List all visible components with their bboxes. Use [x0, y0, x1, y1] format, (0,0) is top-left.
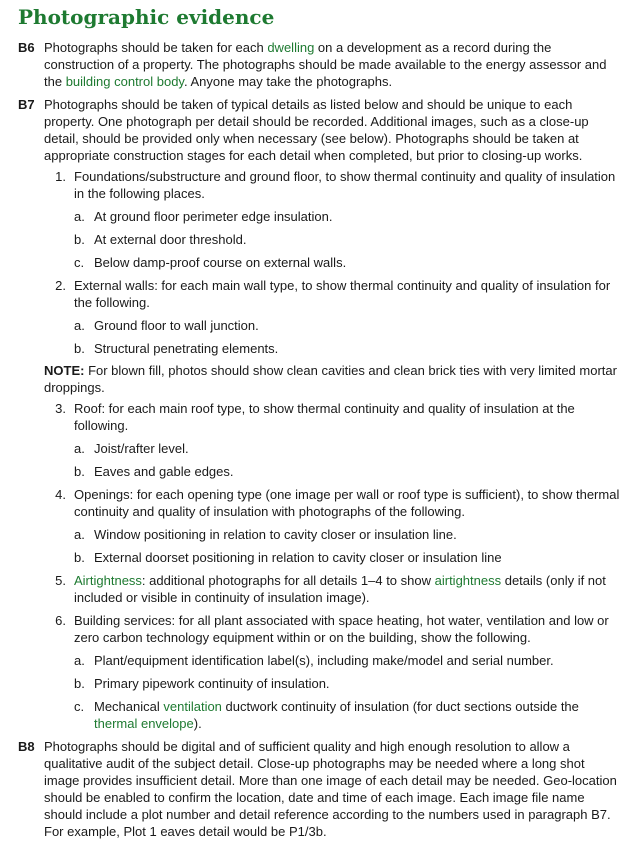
text-run: : additional photographs for all details 1–4 to show	[141, 573, 435, 588]
text-run: Photographs should be taken for each	[44, 40, 268, 55]
sub-item	[74, 317, 620, 334]
paragraph-b7	[18, 96, 620, 732]
list-item	[44, 277, 620, 357]
paragraph-b6	[18, 39, 620, 90]
paragraph-code: B6	[18, 40, 35, 55]
text-run: on a development as a record during the construction of a property. The photographs should be made available to the energy assessor and the	[44, 40, 607, 89]
sub-item-text: Plant/equipment identification label(s), including make/model and serial number.	[94, 653, 554, 668]
text-run: details (only if not included or visible in continuity of insulation image).	[74, 573, 606, 605]
item-number: 6.	[55, 613, 66, 628]
paragraph-code: B7	[18, 97, 35, 112]
sub-item-text: Primary pipework continuity of insulation.	[94, 676, 330, 691]
sub-item-letter: a.	[74, 318, 85, 333]
note-label: NOTE:	[44, 363, 85, 378]
sub-item-letter: a.	[74, 653, 85, 668]
sub-item	[74, 254, 620, 271]
sub-item	[74, 526, 620, 543]
item-text: External walls: for each main wall type, to show thermal continuity and quality of insulation for the following.	[74, 278, 611, 310]
item-number: 3.	[55, 401, 66, 416]
sub-item-text: Eaves and gable edges.	[94, 464, 234, 479]
sub-item-text: Below damp-proof course on external walls.	[94, 255, 347, 270]
paragraph-code: B8	[18, 739, 35, 754]
list-item	[44, 572, 620, 606]
sub-item-text: Joist/rafter level.	[94, 441, 189, 456]
glossary-link-thermal-envelope[interactable]: thermal envelope	[94, 716, 194, 731]
item-text: Openings: for each opening type (one image per wall or roof type is sufficient), to show thermal continuity and quality of insulation with photographs of the following.	[74, 487, 620, 519]
text-run: . Anyone may take the photographs.	[183, 74, 393, 89]
detail-list	[44, 168, 620, 357]
text-run: ductwork continuity of insulation (for duct sections outside the	[221, 699, 579, 714]
glossary-link-building-control-body[interactable]: building control body	[65, 74, 184, 89]
item-number: 1.	[55, 169, 66, 184]
paragraph-body	[44, 96, 620, 732]
note-text: For blown fill, photos should show clean cavities and clean brick ties with very limited mortar droppings.	[44, 363, 617, 395]
page-title: Photographic evidence	[18, 5, 275, 29]
sub-item-text: At external door threshold.	[94, 232, 247, 247]
item-text: Foundations/substructure and ground floor, to show thermal continuity and quality of insulation in the following places.	[74, 169, 616, 201]
glossary-link-ventilation[interactable]: ventilation	[163, 699, 222, 714]
sub-item-text: Window positioning in relation to cavity closer or insulation line.	[94, 527, 457, 542]
glossary-link-airtightness[interactable]: Airtightness	[74, 573, 142, 588]
sub-item-text	[94, 698, 620, 732]
sub-item-letter: a.	[74, 527, 85, 542]
sub-item-letter: c.	[74, 699, 85, 714]
list-item	[44, 168, 620, 271]
sub-item-letter: b.	[74, 232, 85, 247]
text-run: Mechanical	[94, 699, 164, 714]
list-item	[44, 400, 620, 480]
sub-item	[74, 463, 620, 480]
list-item	[44, 612, 620, 732]
sub-item-text: Structural penetrating elements.	[94, 341, 279, 356]
sub-item	[74, 231, 620, 248]
sub-item-letter: a.	[74, 441, 85, 456]
sub-item-letter: a.	[74, 209, 85, 224]
sub-item-letter: b.	[74, 341, 85, 356]
sub-item	[74, 675, 620, 692]
item-number: 5.	[55, 573, 66, 588]
sub-item-text: Ground floor to wall junction.	[94, 318, 259, 333]
glossary-link-dwelling[interactable]: dwelling	[267, 40, 315, 55]
paragraph-body	[44, 738, 620, 840]
item-number: 2.	[55, 278, 66, 293]
text-run: ).	[193, 716, 202, 731]
sub-item-letter: b.	[74, 676, 85, 691]
sub-item	[74, 698, 620, 732]
sub-item	[74, 340, 620, 357]
sub-item	[74, 440, 620, 457]
list-item	[44, 486, 620, 566]
sub-item	[74, 549, 620, 566]
item-text	[74, 572, 620, 606]
paragraph-body	[44, 39, 620, 90]
paragraph-text: Photographs should be digital and of sufficient quality and high enough resolution to allow a qualitative audit of the subject detail. Close-up photographs may be needed where a long shot image provides insufficient detail. More than one image of each detail may be needed. Geo-location should be enabled to confirm the location, date and time of each image. Each image file name should include a plot number and detail reference according to the numbers used in paragraph B7. For example, Plot 1 eaves detail would be P1/3b.	[44, 739, 617, 839]
sub-item-letter: b.	[74, 550, 85, 565]
item-text: Roof: for each main roof type, to show thermal continuity and quality of insulation at the following.	[74, 401, 575, 433]
paragraph-text	[44, 39, 620, 90]
item-number: 4.	[55, 487, 66, 502]
sub-item	[74, 652, 620, 669]
detail-list-continued	[44, 400, 620, 732]
glossary-link-airtightness[interactable]: airtightness	[434, 573, 502, 588]
paragraph-b8	[18, 738, 620, 840]
paragraph-text: Photographs should be taken of typical details as listed below and should be unique to each property. One photograph per detail should be recorded. Additional images, such as a close-up detail, should be provided only when necessary (see below). Photographs should be taken at appropriate construction stages for each detail when completed, but prior to closing-up works.	[44, 97, 589, 163]
note	[44, 362, 620, 396]
sub-item-letter: b.	[74, 464, 85, 479]
sub-item-text: External doorset positioning in relation to cavity closer or insulation line	[94, 550, 502, 565]
sub-item	[74, 208, 620, 225]
sub-item-text: At ground floor perimeter edge insulation.	[94, 209, 333, 224]
sub-item-letter: c.	[74, 255, 85, 270]
item-text: Building services: for all plant associated with space heating, hot water, ventilation and low or zero carbon technology equipment within or on the building, show the following.	[74, 613, 609, 645]
